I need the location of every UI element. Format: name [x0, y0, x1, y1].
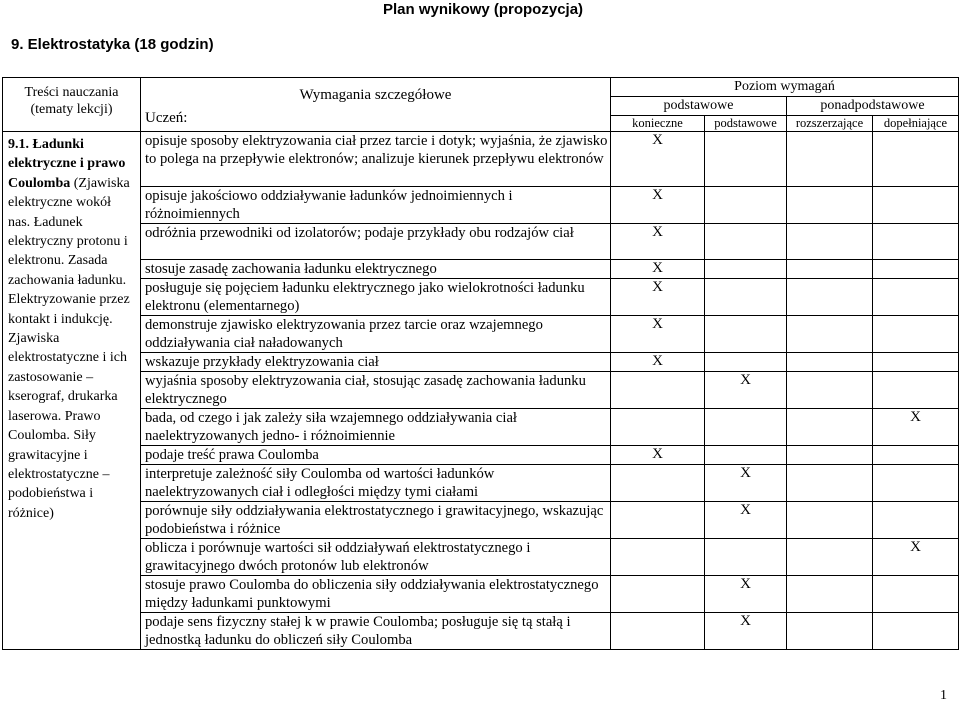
level-cell [873, 613, 959, 650]
level-cell [873, 316, 959, 353]
table-row [3, 409, 959, 446]
level-cell [787, 539, 873, 576]
level-mark: X [740, 502, 751, 518]
level-cell [873, 260, 959, 279]
level-cell [873, 465, 959, 502]
table-row [3, 465, 959, 502]
level-cell [873, 187, 959, 224]
level-cell [611, 260, 705, 279]
level-cell [873, 224, 959, 260]
level-cell [705, 613, 787, 650]
level-cell [705, 372, 787, 409]
table-row [3, 316, 959, 353]
level-mark: X [740, 576, 751, 592]
level-cell [705, 465, 787, 502]
level-cell [873, 539, 959, 576]
level-cell [705, 353, 787, 372]
requirement-text: wyjaśnia sposoby elektryzowania ciał, stosując zasadę zachowania ładunku elektrycznego [141, 372, 611, 409]
level-cell [705, 224, 787, 260]
header-col-dopelniajace: dopełniające [873, 116, 959, 132]
requirements-body [3, 132, 959, 650]
level-cell [787, 446, 873, 465]
level-cell [611, 187, 705, 224]
level-cell [611, 132, 705, 187]
requirement-text: posługuje się pojęciem ładunku elektrycznego jako wielokrotności ładunku elektronu (elementarnego) [141, 279, 611, 316]
header-topics: Treści nauczania (tematy lekcji) [3, 78, 141, 132]
requirement-text: opisuje sposoby elektryzowania ciał przez tarcie i dotyk; wyjaśnia, że zjawisko to polega na przepływie elektronów; analizuje kierunek przepływu elektronów [141, 132, 611, 187]
level-cell [787, 465, 873, 502]
level-mark: X [652, 446, 663, 462]
level-cell [705, 279, 787, 316]
level-mark: X [652, 260, 663, 276]
level-cell [873, 446, 959, 465]
table-row [3, 502, 959, 539]
level-cell [787, 316, 873, 353]
table-row [3, 260, 959, 279]
level-cell [611, 372, 705, 409]
header-col-konieczne: konieczne [611, 116, 705, 132]
level-cell [705, 446, 787, 465]
requirement-text: podaje sens fizyczny stałej k w prawie Coulomba; posługuje się tą stałą i jednostką ładunku do obliczeń siły Coulomba [141, 613, 611, 650]
level-cell [873, 353, 959, 372]
level-cell [705, 539, 787, 576]
table-row [3, 576, 959, 613]
level-cell [705, 132, 787, 187]
level-cell [611, 279, 705, 316]
level-cell [705, 502, 787, 539]
page-number: 1 [940, 688, 947, 703]
header-basic: podstawowe [611, 97, 787, 116]
level-mark: X [910, 409, 921, 425]
level-cell [787, 279, 873, 316]
table-row [3, 224, 959, 260]
requirement-text: interpretuje zależność siły Coulomba od wartości ładunków naelektryzowanych ciał i odległości między tymi ciałami [141, 465, 611, 502]
level-cell [611, 353, 705, 372]
level-cell [873, 279, 959, 316]
level-cell [787, 409, 873, 446]
requirement-text: demonstruje zjawisko elektryzowania przez tarcie oraz wzajemnego oddziaływania ciał naładowanych [141, 316, 611, 353]
header-student-label: Uczeń: [145, 110, 188, 126]
level-cell [787, 353, 873, 372]
level-mark: X [652, 316, 663, 332]
level-cell [787, 132, 873, 187]
level-cell [787, 260, 873, 279]
level-cell [873, 409, 959, 446]
requirement-text: stosuje prawo Coulomba do obliczenia siły oddziaływania elektrostatycznego między ładunkami punktowymi [141, 576, 611, 613]
header-level: Poziom wymagań [611, 78, 959, 97]
level-cell [611, 539, 705, 576]
requirement-text: stosuje zasadę zachowania ładunku elektrycznego [141, 260, 611, 279]
table-row [3, 187, 959, 224]
table-row [3, 613, 959, 650]
level-mark: X [652, 187, 663, 203]
topics-cell [3, 132, 141, 650]
level-mark: X [652, 353, 663, 369]
level-mark: X [910, 539, 921, 555]
level-cell [873, 132, 959, 187]
level-cell [611, 465, 705, 502]
level-cell [611, 224, 705, 260]
level-cell [873, 372, 959, 409]
level-cell [611, 576, 705, 613]
requirement-text: wskazuje przykłady elektryzowania ciał [141, 353, 611, 372]
level-cell [873, 576, 959, 613]
level-mark: X [652, 224, 663, 240]
header-requirements-label: Wymagania szczegółowe [299, 87, 452, 103]
level-mark: X [740, 613, 751, 629]
table-row [3, 446, 959, 465]
document-title: Plan wynikowy (propozycja) [383, 1, 584, 18]
level-cell [705, 316, 787, 353]
section-title: 9. Elektrostatyka (18 godzin) [11, 36, 214, 53]
table-row [3, 372, 959, 409]
table-row [3, 132, 959, 187]
table-row [3, 279, 959, 316]
topic-heading: 9.1. Ładunki elektryczne i prawo Coulomba [8, 137, 126, 191]
level-mark: X [740, 465, 751, 481]
level-cell [705, 409, 787, 446]
level-cell [787, 224, 873, 260]
level-cell [611, 409, 705, 446]
requirement-text: podaje treść prawa Coulomba [141, 446, 611, 465]
requirement-text: porównuje siły oddziaływania elektrostatycznego i grawitacyjnego, wskazując podobieństwa i różnice [141, 502, 611, 539]
level-cell [787, 502, 873, 539]
header-col-podstawowe: podstawowe [705, 116, 787, 132]
header-requirements [141, 78, 611, 132]
level-cell [611, 316, 705, 353]
requirements-table [2, 77, 959, 650]
level-cell [787, 576, 873, 613]
requirement-text: bada, od czego i jak zależy siła wzajemnego oddziaływania ciał naelektryzowanych jedno- i różnoimiennie [141, 409, 611, 446]
level-cell [705, 260, 787, 279]
table-row [3, 353, 959, 372]
level-cell [787, 372, 873, 409]
level-cell [705, 576, 787, 613]
level-cell [611, 502, 705, 539]
level-mark: X [740, 372, 751, 388]
level-cell [787, 187, 873, 224]
requirement-text: oblicza i porównuje wartości sił oddziaływań elektrostatycznego i grawitacyjnego dwóch protonów lub elektronów [141, 539, 611, 576]
level-cell [611, 613, 705, 650]
level-cell [787, 613, 873, 650]
header-col-rozszerzajace: rozszerzające [787, 116, 873, 132]
table-row [3, 539, 959, 576]
level-cell [611, 446, 705, 465]
level-mark: X [652, 279, 663, 295]
header-above-basic: ponadpodstawowe [787, 97, 959, 116]
level-cell [873, 502, 959, 539]
requirement-text: opisuje jakościowo oddziaływanie ładunków jednoimiennych i różnoimiennych [141, 187, 611, 224]
requirement-text: odróżnia przewodniki od izolatorów; podaje przykłady obu rodzajów ciał [141, 224, 611, 260]
level-cell [705, 187, 787, 224]
topic-body: (Zjawiska elektryczne wokół nas. Ładunek elektryczny protonu i elektronu. Zasada zachowania ładunku. Elektryzowanie przez kontakt i indukcję. Zjawiska elektrostatyczne i ich zastosowanie – kserograf, drukarka laserowa. Prawo Coulomba. Siły grawitacyjne i elektrostatyczne – podobieństwa i różnice) [8, 175, 130, 521]
level-mark: X [652, 132, 663, 148]
